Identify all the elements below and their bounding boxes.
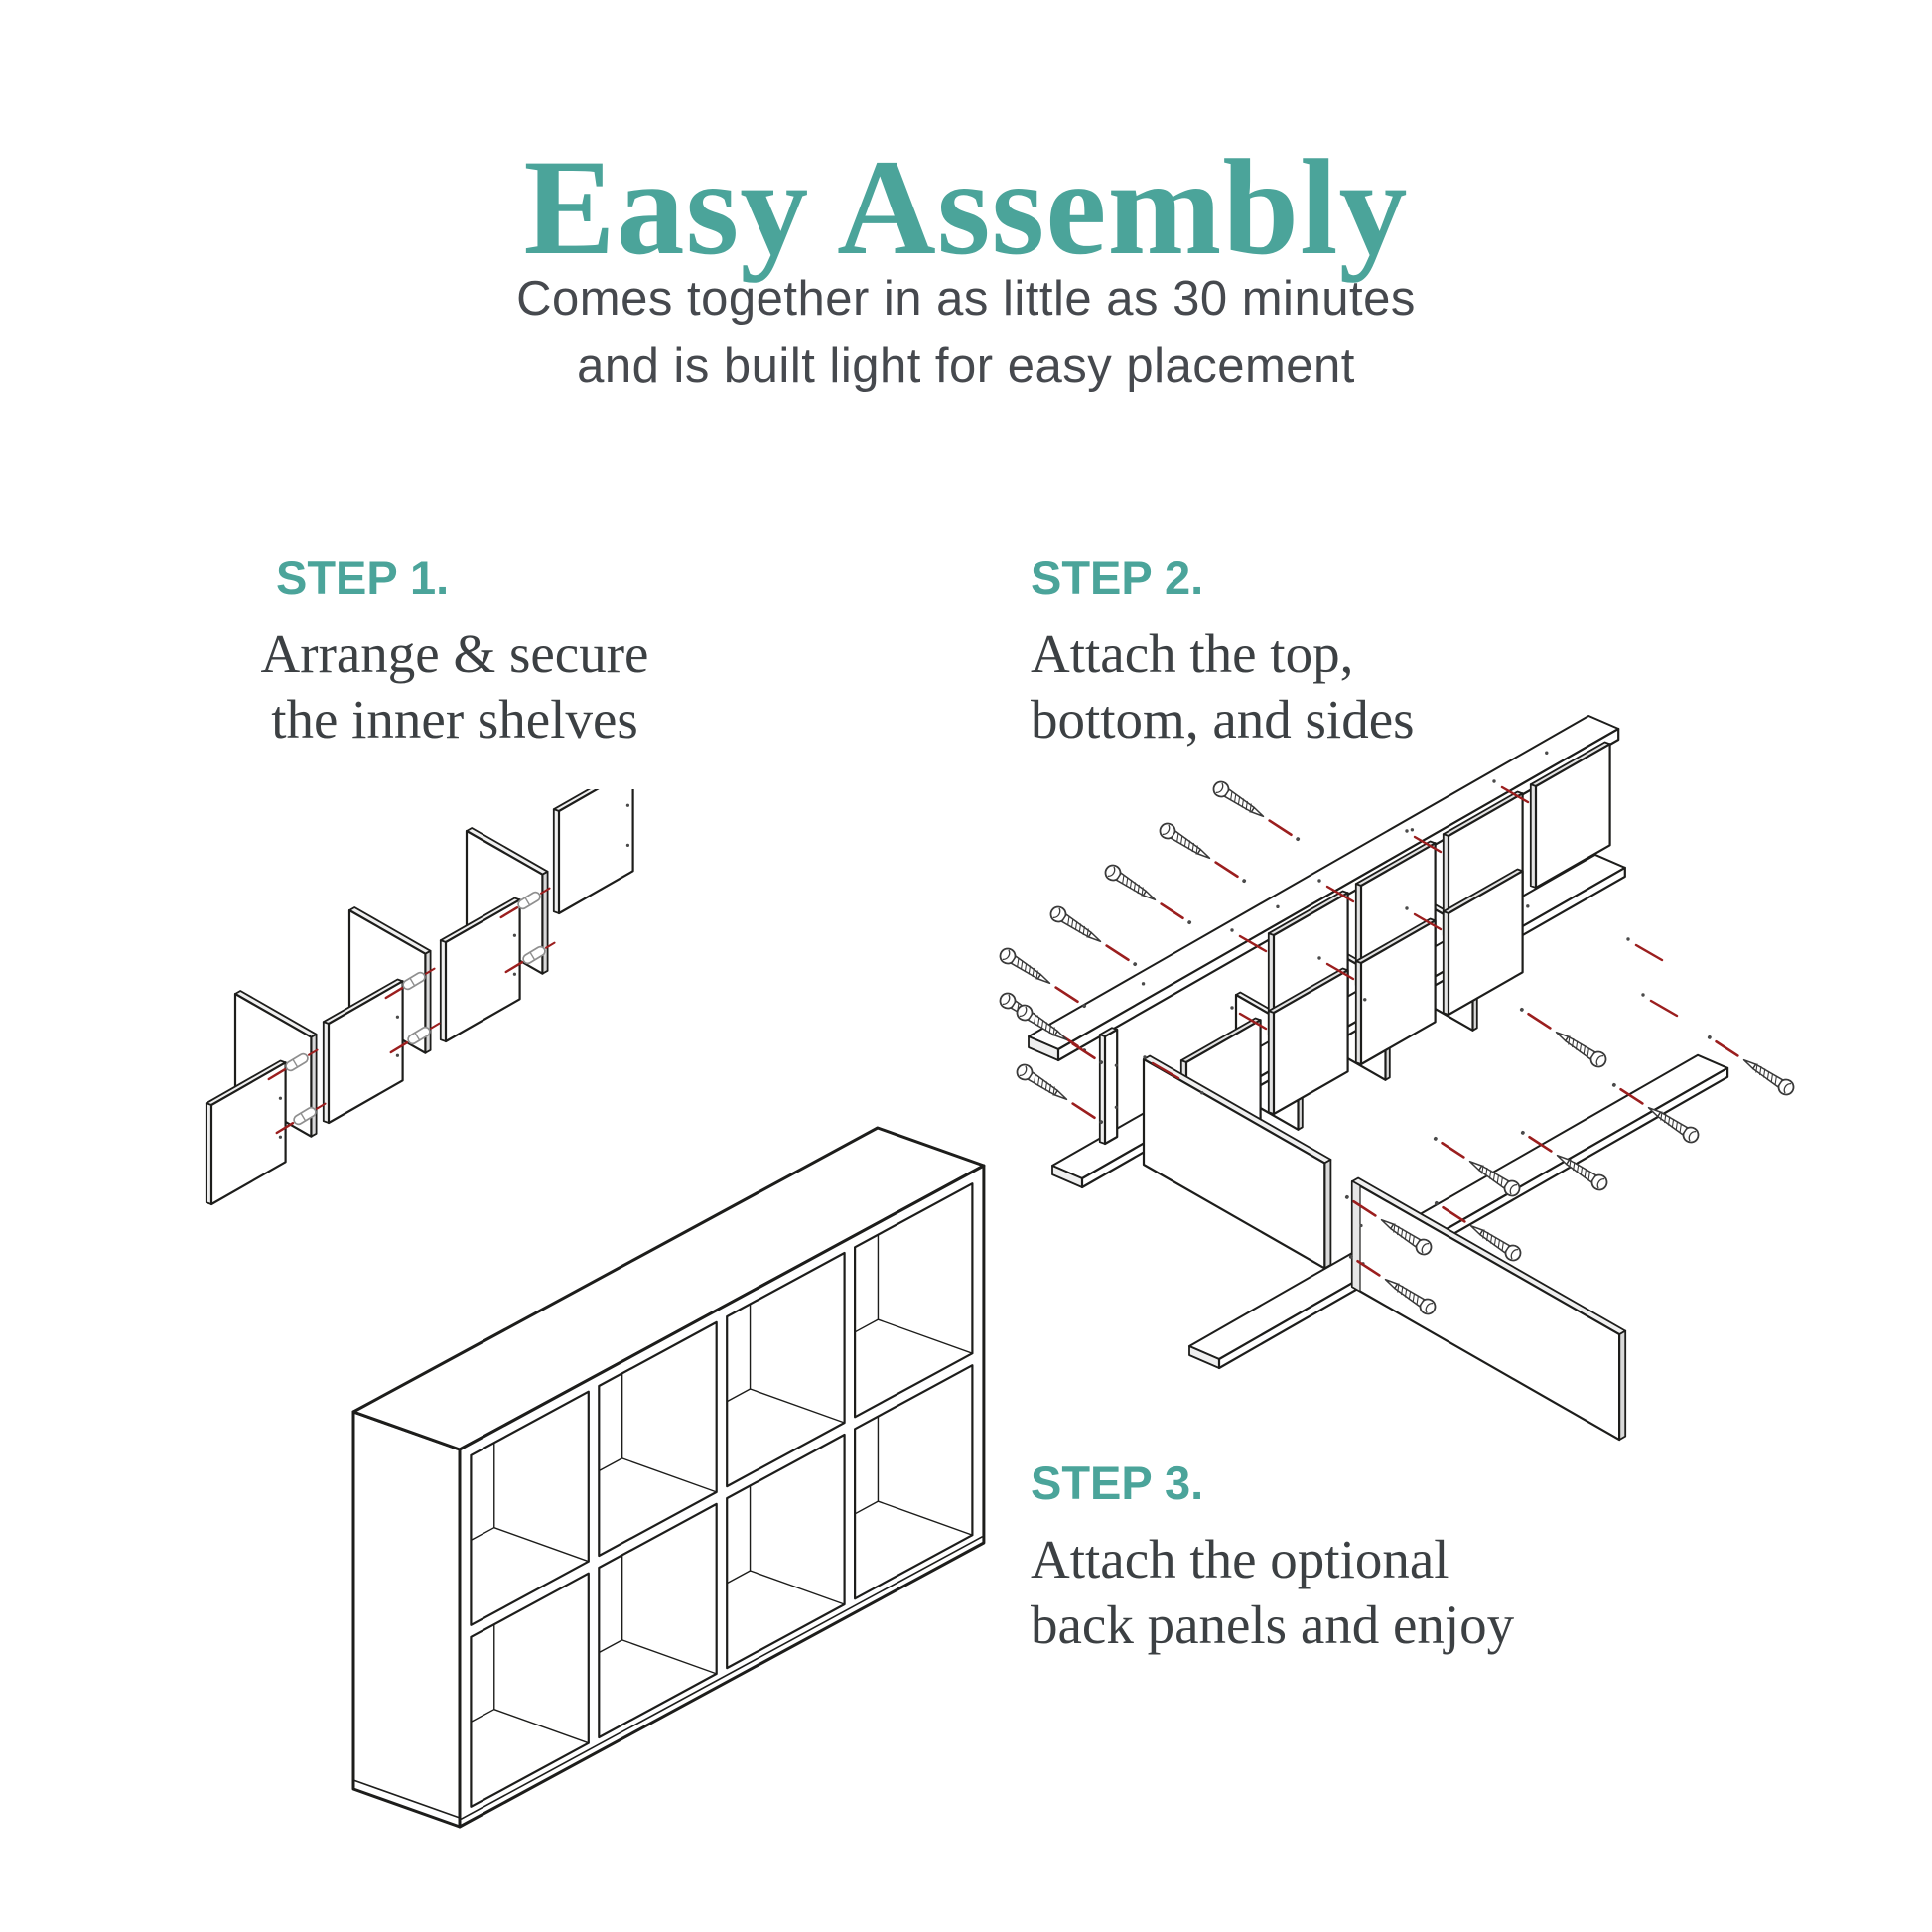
step-1-description [256,621,653,753]
step-1-heading: STEP 1. [276,551,450,604]
step3-diagram [328,1112,1013,1847]
step-1-desc-line-1: Arrange & secure [260,623,649,684]
subtitle-line-2: and is built light for easy placement [577,340,1355,393]
subtitle [0,265,1932,400]
step2-diagram [978,713,1822,1448]
step-2-desc-line-1: Attach the top, [1031,623,1354,684]
page-title: Easy Assembly [523,131,1409,284]
step-3-desc-line-2: back panels and enjoy [1031,1594,1515,1655]
step-3-description [1031,1527,1514,1658]
subtitle-line-1: Comes together in as little as 30 minutes [516,272,1416,326]
step-2-heading: STEP 2. [1031,551,1204,604]
step-3-heading: STEP 3. [1031,1456,1204,1509]
step-2-desc-line-2: bottom, and sides [1031,689,1415,750]
step-3-desc-line-1: Attach the optional [1031,1529,1449,1589]
step-1-desc-line-2: the inner shelves [271,689,638,750]
